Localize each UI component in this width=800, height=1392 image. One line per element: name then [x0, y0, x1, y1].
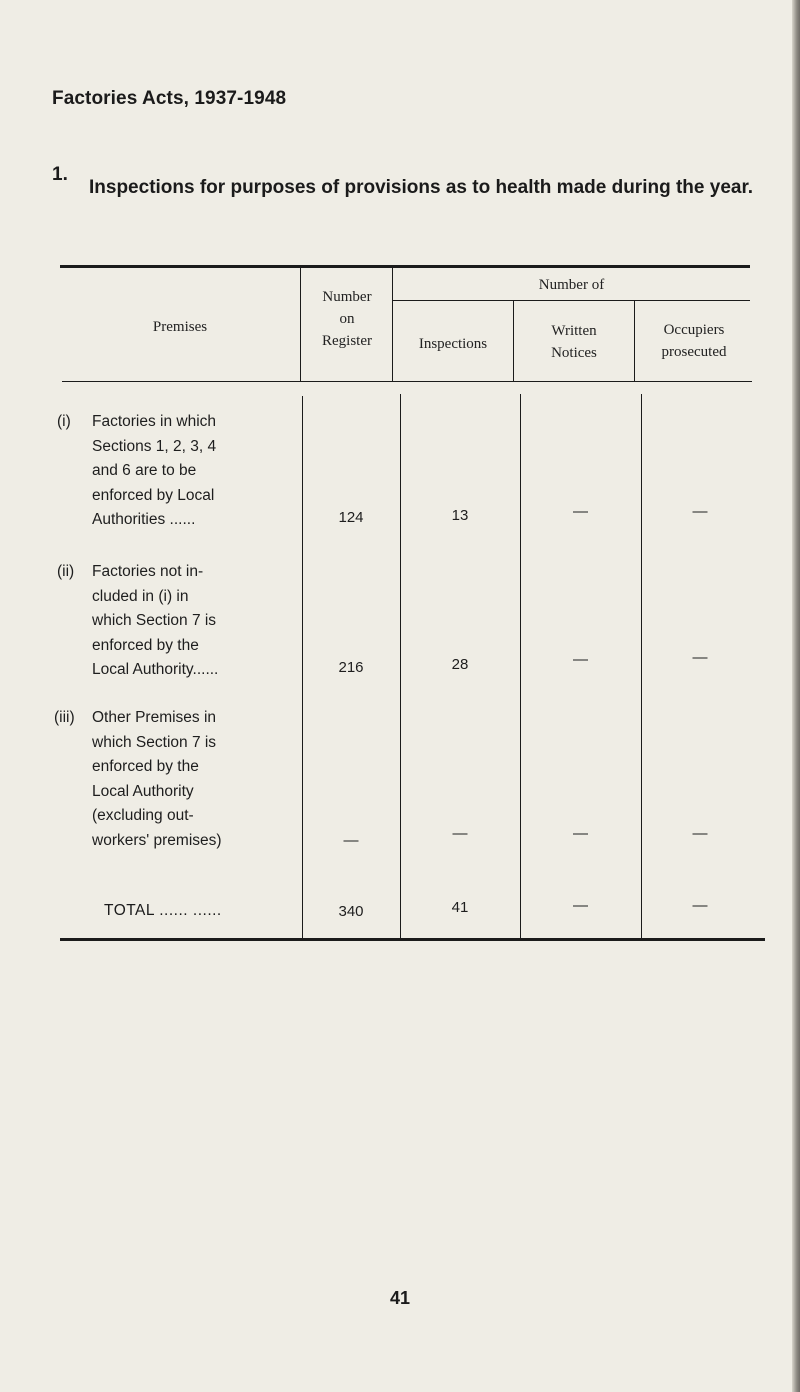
row-label-line: workers' premises)	[92, 831, 222, 849]
row-label-line: Authorities ......	[92, 511, 196, 528]
row-label-line: enforced by Local	[92, 486, 215, 504]
row-label-text	[92, 706, 290, 853]
header-register-line-1: Number	[322, 289, 372, 305]
header-register-line-3: Register	[322, 333, 372, 349]
body-divider-4	[641, 394, 642, 941]
table-row-label	[54, 706, 290, 853]
total-inspections: 41	[451, 899, 469, 916]
row-number: (iii)	[54, 709, 75, 726]
header-divider-1	[300, 268, 301, 382]
header-written-line-2: Notices	[551, 345, 597, 361]
row-label-line: which Section 7 is	[92, 612, 217, 629]
section-number: 1.	[52, 164, 68, 185]
header-register	[302, 286, 392, 352]
page-number: 41	[389, 1288, 411, 1308]
row-label-line: Factories in which	[92, 413, 217, 430]
row-label-line: cluded in (i) in	[92, 587, 189, 605]
header-register-line-2: on	[339, 311, 355, 327]
row-label-text	[92, 410, 290, 533]
header-occupiers-line-2: prosecuted	[661, 344, 727, 360]
total-prosecuted: —	[692, 897, 708, 914]
header-number-of: Number of	[538, 277, 605, 293]
cell-prosecuted: —	[692, 503, 708, 520]
cell-notices: —	[573, 825, 588, 842]
cell-prosecuted: —	[692, 825, 708, 842]
row-label-line: Sections 1, 2, 3, 4	[92, 437, 217, 455]
table-row-label	[54, 560, 290, 683]
table-top-rule	[60, 265, 750, 268]
page-edge	[792, 0, 800, 1392]
cell-register: —	[343, 832, 359, 849]
total-notices: —	[573, 897, 588, 914]
cell-inspections: 28	[451, 656, 469, 673]
section-title: Inspections for purposes of provisions as to health made during the year.	[89, 177, 754, 198]
header-occupiers-prosecuted	[635, 319, 753, 363]
total-register: 340	[338, 903, 364, 920]
row-label-line: (excluding out-	[92, 807, 194, 824]
row-label-line: Factories not in-	[92, 563, 204, 580]
header-bottom-rule	[62, 381, 752, 382]
row-label-text	[92, 560, 290, 683]
number-of-rule	[393, 300, 750, 301]
cell-inspections: 13	[451, 507, 469, 524]
table-row-label	[54, 410, 290, 533]
cell-prosecuted: —	[692, 649, 708, 666]
row-label-line: Local Authority	[92, 782, 194, 800]
row-label-line: which Section 7 is	[92, 733, 217, 751]
header-written-notices	[514, 320, 634, 364]
cell-notices: —	[573, 651, 588, 668]
cell-inspections: —	[452, 825, 468, 842]
row-number: (ii)	[57, 563, 75, 580]
row-label-line: enforced by the	[92, 758, 199, 775]
row-label-line: Other Premises in	[92, 709, 217, 726]
header-inspections: Inspections	[418, 336, 488, 352]
row-label-line: and 6 are to be	[92, 462, 197, 479]
total-label: TOTAL ...... ......	[104, 902, 222, 919]
row-label-line: Local Authority......	[92, 661, 219, 678]
cell-register: 216	[338, 659, 364, 676]
header-premises: Premises	[152, 319, 208, 335]
row-number: (i)	[57, 413, 71, 430]
header-occupiers-line-1: Occupiers	[663, 322, 725, 338]
page-heading: Factories Acts, 1937-1948	[52, 88, 287, 109]
header-written-line-1: Written	[551, 323, 597, 339]
cell-register: 124	[338, 509, 364, 526]
cell-notices: —	[573, 503, 588, 520]
row-label-line: enforced by the	[92, 636, 199, 654]
table-bottom-rule	[60, 938, 765, 941]
